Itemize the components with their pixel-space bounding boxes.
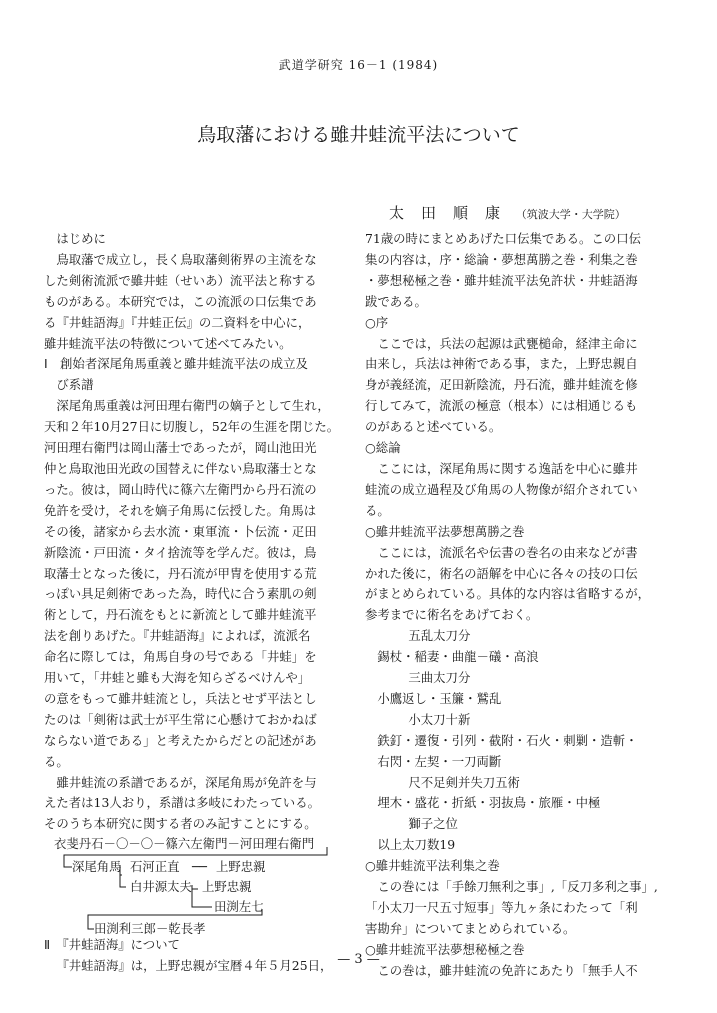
body-line: かれた後に，術名の語解を中心に各々の技の口伝 [365,565,638,581]
body-line: そのうち本研究に関する者のみ記すことにする。 [44,816,317,832]
subsection-heading-muso: ○雖井蛙流平法夢想萬勝之巻 [365,523,525,539]
body-line: 天和２年10月27日に切腹し，52年の生涯を閉じた。 [44,419,340,435]
body-line: 命名に際しては，角馬自身の号である「井蛙」を [44,649,317,665]
body-line: えた者は13人おり，系譜は多岐にわたっている。 [44,795,320,811]
body-line: 害勘弁」についてまとめられている。 [365,920,576,936]
body-line: その後，諸家から去水流・東軍流・卜伝流・疋田 [44,523,317,539]
waza-list: 鉄釘・遷復・引列・截附・石火・刺剿・造斬・ [377,732,638,748]
body-line: ここには，流派名や伝書の巻名の由来などが書 [377,544,638,560]
body-line: 蛙流の成立過程及び角馬の人物像が紹介されてい [365,481,638,497]
subsection-heading-rishu: ○雖井蛙流平法利集之巻 [365,858,500,874]
lineage-root: 衣斐丹石－〇－〇－篠六左衛門－河田理右衛門 [54,836,315,852]
body-line: 新陰流・戸田流・タイ捨流等を学んだ。彼は，鳥 [44,544,317,560]
body-line: 深尾角馬重義は河田理右衛門の嫡子として生れ， [56,398,330,414]
intro-line: 鳥取藩で成立し，長く鳥取藩剣術界の主流をな [56,251,317,267]
waza-list: 錫杖・稲妻・曲龍－礒・高浪 [377,649,539,665]
waza-group-heading: 五乱太刀分 [408,628,471,644]
waza-total: 以上太刀数19 [377,837,456,853]
author-name: 太田順康 [389,204,518,222]
lineage-ishiko: 石河正直 [130,859,180,875]
body-line: 行してみて，流派の極意（根本）には相通じるも [365,398,638,414]
page-number: — 3 — [337,952,380,967]
lineage-tabuchi-sashichi: 田渕左七 [214,899,264,915]
body-line: っぽい具足剣術であった為，時代に合う素肌の剣 [44,586,317,602]
lineage-ueno-1: 上野忠親 [216,859,266,875]
body-line: のがあると述べている。 [365,419,502,435]
body-line: たのは「剣術は武士が平生常に心懸けておかねば [44,711,317,727]
subsection-heading-soron: ○総論 [365,440,401,456]
body-line: この巻は，雖井蛙流の免許にあたり「無手人不 [377,962,638,978]
journal-citation: 武道学研究 16－1 (1984) [278,58,439,72]
intro-line: る『井蛙語海』『井蛙正伝』の二資料を中心に， [44,314,311,330]
waza-group-heading: 獅子之位 [408,816,458,832]
body-line: この巻には「手餘刀無利之事」,「反刀多利之事」, [377,879,658,895]
waza-group-heading: 小太刀十新 [408,711,471,727]
lineage-tabuchi-risaburo: 田渕利三郎－乾長孝 [94,921,206,937]
waza-group-heading: 三曲太刀分 [408,670,471,686]
body-line: がまとめられている。具体的な内容は省略するが， [365,586,650,602]
body-line: 『井蛙語海』は，上野忠親が宝暦４年５月25日， [56,958,333,974]
body-line: ならない道である」と考えたからだとの記述があ [44,732,317,748]
waza-list: 右閃・左契・一刀両斷 [377,753,502,769]
section-2-heading: Ⅱ 『井蛙語海』について [44,937,180,953]
intro-heading: はじめに [56,231,106,246]
paper-title: 鳥取藩における雖井蛙流平法について [197,124,520,146]
body-line: 術として，丹石流をもとに新流として雖井蛙流平 [44,607,317,623]
body-line: ・夢想秘極之巻・雖井蛙流平法免許状・井蛙語海 [365,272,638,288]
body-line: 身が義経流，疋田新陰流，丹石流，雖井蛙流を修 [365,377,638,393]
body-line: 免許を受け，それを嫡子角馬に伝授した。角馬は [44,502,317,518]
body-line: 71歳の時にまとめあげた口伝集である。この口伝 [365,231,641,246]
body-line: 仲と鳥取池田光政の国替えに伴ない鳥取藩士とな [44,460,317,476]
body-line: の意をもって雖井蛙流とし，兵法とせず平法とし [44,690,317,706]
lineage-chart [44,835,336,935]
body-line: 用いて，「井蛙と雖も大海を知らざるべけんや」 [44,670,311,686]
lineage-dash: ── [192,859,207,875]
body-line: る。 [44,753,69,769]
section-1-heading-cont: び系譜 [56,377,94,393]
body-line: 法を創りあげた。『井蛙語海』によれば，流派名 [44,628,311,644]
body-line: ここには，深尾角馬に関する逸話を中心に雖井 [377,460,638,476]
lineage-fukao: 深尾角馬 [72,859,122,875]
intro-line: ものがある。本研究では，この流派の口伝集であ [44,293,317,309]
author-affiliation: （筑波大学・大学院） [515,208,626,221]
intro-line: 雖井蛙流平法の特徴について述べてみたい。 [44,335,292,351]
waza-list: 小鷹返し・玉簾・鷲乱 [377,690,502,706]
body-line: った。彼は，岡山時代に篠六左衛門から丹石流の [44,481,317,497]
intro-line: した剣術流派で雖井蛙（せいあ）流平法と称する [44,272,317,288]
body-line: る。 [365,502,390,518]
author-line [389,202,626,223]
left-column [44,229,340,977]
lineage-shirai: 白井源太夫 [130,879,192,895]
body-line: 集の内容は，序・総論・夢想萬勝之巻・利集之巻 [365,251,638,267]
lineage-ueno-2: 上野忠親 [202,879,252,895]
body-line: 河田理右衛門は岡山藩士であったが，岡山池田光 [44,440,317,456]
right-column [365,229,667,982]
body-line: 取藩士となった後に，丹石流が甲冑を使用する荒 [44,565,317,581]
waza-group-heading: 尺不足剣并失刀五術 [408,774,520,790]
body-line: 「小太刀一尺五寸短事」等九ヶ条にわたって「利 [365,900,638,915]
subsection-heading-hikyoku: ○雖井蛙流平法夢想秘極之巻 [365,941,525,957]
body-line: ここでは，兵法の起源は武甕槌命，経津主命に [377,335,638,351]
body-line: 参考までに術名をあげておく。 [365,607,539,623]
subsection-heading-jo: ○序 [365,314,389,330]
waza-list: 埋木・盛花・折紙・羽抜鳥・旅雁・中極 [377,795,601,811]
body-line: 由来し，兵法は神術である事，また，上野忠親自 [365,356,638,372]
section-1-heading: Ⅰ 創始者深尾角馬重義と雖井蛙流平法の成立及 [44,356,308,372]
body-line: 跋である。 [365,293,427,309]
body-line: 雖井蛙流の系譜であるが，深尾角馬が免許を与 [56,774,317,790]
